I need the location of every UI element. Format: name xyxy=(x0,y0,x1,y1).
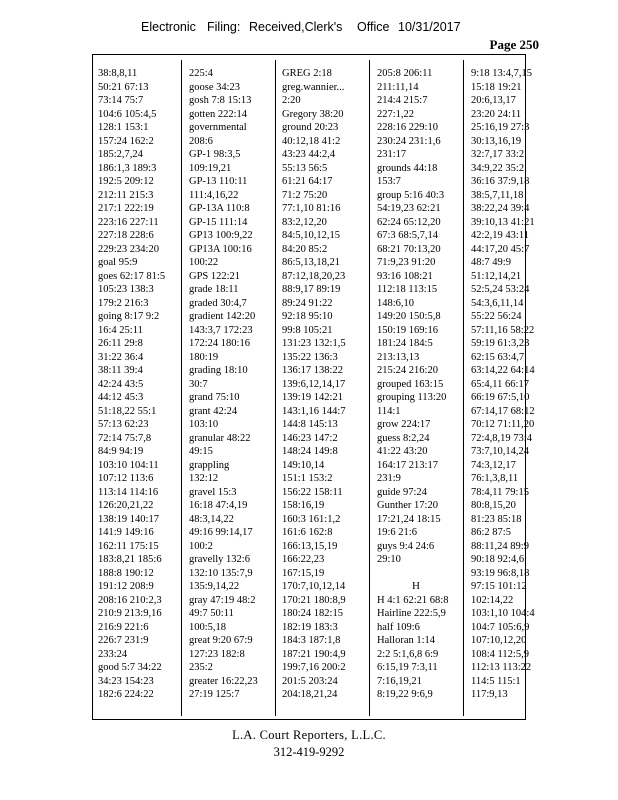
index-line: 204:18,21,24 xyxy=(282,689,338,700)
index-line: graded 30:4,7 xyxy=(189,297,247,309)
index-line: 42:2,19 43:11 xyxy=(471,230,529,241)
index-line: 83:2,12,20 xyxy=(282,216,327,228)
index-line: 112:13 113:22 xyxy=(471,662,532,673)
index-line: 19:6 21:6 xyxy=(377,527,417,538)
index-line: gray 47:19 48:2 xyxy=(189,594,256,606)
footer-phone: 312-419-9292 xyxy=(273,745,345,759)
index-line: 208:16 210:2,3 xyxy=(98,594,162,606)
index-line: gosh 7:8 15:13 xyxy=(189,95,252,106)
index-line: 188:8 190:12 xyxy=(98,567,154,579)
index-line: 26:11 29:8 xyxy=(98,338,143,349)
index-line: 185:2,7,24 xyxy=(98,149,143,160)
index-line: 186:1,3 189:3 xyxy=(98,162,157,174)
index-line: great 9:20 67:9 xyxy=(189,635,253,646)
index-line: 114:5 115:1 xyxy=(471,675,521,687)
index-line: GP13A 100:16 xyxy=(189,243,252,255)
index-line: 112:18 113:15 xyxy=(377,284,438,295)
index-line: 132:12 xyxy=(189,473,219,484)
index-line: 128:1 153:1 xyxy=(98,122,149,133)
index-line: 170:7,10,12,14 xyxy=(282,581,346,592)
index-line: 84:9 94:19 xyxy=(98,446,144,457)
index-line: 62:15 63:4,7 xyxy=(471,351,525,363)
index-line: 149:10,14 xyxy=(282,459,325,471)
index-column-5 xyxy=(466,60,535,716)
index-line: 187:21 190:4,9 xyxy=(282,648,346,660)
index-line: 226:7 231:9 xyxy=(98,635,149,646)
index-line: 84:20 85:2 xyxy=(282,243,328,255)
index-line: 135:9,14,22 xyxy=(189,581,240,592)
index-line: 235:2 xyxy=(189,662,213,673)
index-line: GP13 100:9,22 xyxy=(189,230,253,241)
column-divider xyxy=(275,60,276,716)
index-line: 38:11 39:4 xyxy=(98,365,143,376)
index-line: 225:4 xyxy=(189,68,213,79)
index-line: 182:6 224:22 xyxy=(98,689,154,700)
index-line: 51:18,22 55:1 xyxy=(98,405,157,417)
index-line: 16:4 25:11 xyxy=(98,324,143,336)
index-line: 166:22,23 xyxy=(282,554,325,565)
index-line: 59:19 61:3,23 xyxy=(471,338,530,349)
index-line: 49:7 50:11 xyxy=(189,608,234,619)
index-line: 172:24 180:16 xyxy=(189,338,250,349)
index-line: 48:7 49:9 xyxy=(471,257,511,268)
index-line: 92:18 95:10 xyxy=(282,311,333,322)
index-line: 48:3,14,22 xyxy=(189,513,234,525)
index-line: 199:7,16 200:2 xyxy=(282,662,346,673)
index-line: 72:14 75:7,8 xyxy=(98,432,152,444)
index-line: 66:19 67:5,10 xyxy=(471,392,530,403)
index-line: 108:4 112:5,9 xyxy=(471,648,529,660)
filing-electronic: Electronic xyxy=(141,20,196,34)
index-line: 42:24 43:5 xyxy=(98,378,144,390)
index-line: 23:20 24:11 xyxy=(471,108,522,120)
index-line: 205:8 206:11 xyxy=(377,68,433,79)
index-line: 81:23 85:18 xyxy=(471,513,522,525)
index-line: 208:6 xyxy=(189,135,213,147)
index-line: 102:14,22 xyxy=(471,594,514,606)
index-line: governmental xyxy=(189,122,247,133)
index-line: 104:6 105:4,5 xyxy=(98,108,157,120)
index-line: 139:19 142:21 xyxy=(282,392,343,403)
index-line: 32:7,17 33:2 xyxy=(471,149,525,160)
index-line: 2:20 xyxy=(282,95,301,106)
index-line: 36:16 37:9,18 xyxy=(471,176,530,187)
index-line: 144:8 145:13 xyxy=(282,419,338,430)
index-line: GP-13 110:11 xyxy=(189,176,248,187)
index-line: 20:6,13,17 xyxy=(471,95,516,106)
index-line: 15:18 19:21 xyxy=(471,81,522,93)
column-divider xyxy=(369,60,370,716)
index-line: 158:16,19 xyxy=(282,500,325,511)
index-line: gotten 222:14 xyxy=(189,108,248,120)
filing-label: Filing: xyxy=(207,20,241,34)
index-line: 38:22,24 39:4 xyxy=(471,203,530,214)
index-line: 86:2 87:5 xyxy=(471,527,511,538)
index-line: 192:5 209:12 xyxy=(98,176,154,187)
index-line: 44:12 45:3 xyxy=(98,392,144,403)
index-line: half 109:6 xyxy=(377,621,420,633)
index-line: H xyxy=(412,580,420,592)
index-line: 107:12 113:6 xyxy=(98,473,154,484)
index-line: 139:6,12,14,17 xyxy=(282,378,346,390)
index-line: gradient 142:20 xyxy=(189,311,256,322)
index-line: greater 16:22,23 xyxy=(189,675,258,687)
index-line: grade 18:11 xyxy=(189,284,239,295)
index-line: grouping 113:20 xyxy=(377,392,447,403)
index-line: 114:1 xyxy=(377,405,401,417)
index-line: Gunther 17:20 xyxy=(377,500,438,511)
index-line: 57:11,16 58:22 xyxy=(471,324,535,336)
index-line: 7:16,19,21 xyxy=(377,675,422,687)
index-line: 132:10 135:7,9 xyxy=(189,567,253,579)
index-line: 162:11 175:15 xyxy=(98,540,159,552)
page-number: Page 250 xyxy=(489,37,539,52)
index-line: 180:19 xyxy=(189,351,219,363)
index-line: 50:21 67:13 xyxy=(98,81,149,93)
index-line: 228:16 229:10 xyxy=(377,122,438,133)
filing-received: Received,Clerk's xyxy=(249,20,343,34)
index-line: good 5:7 34:22 xyxy=(98,662,162,673)
index-line: 150:19 169:16 xyxy=(377,324,438,336)
index-line: 148:24 149:8 xyxy=(282,446,338,457)
index-line xyxy=(377,567,460,581)
index-line: 55:13 56:5 xyxy=(282,162,328,174)
footer-reporter: L.A. Court Reporters, L.L.C. xyxy=(232,728,386,742)
index-line: 89:24 91:22 xyxy=(282,297,333,309)
index-line: 138:19 140:17 xyxy=(98,513,159,525)
index-line: 227:18 228:6 xyxy=(98,230,154,241)
index-line: 57:13 62:23 xyxy=(98,419,149,430)
index-line: 71:2 75:20 xyxy=(282,189,328,201)
index-line: 34:9,22 35:2 xyxy=(471,162,525,174)
index-line: GP-13A 110:8 xyxy=(189,203,250,214)
index-line: 184:3 187:1,8 xyxy=(282,635,341,646)
index-line: 31:22 36:4 xyxy=(98,351,144,363)
index-line: Hairline 222:5,9 xyxy=(377,608,446,619)
index-line: goose 34:23 xyxy=(189,81,241,93)
index-line: 148:6,10 xyxy=(377,297,415,309)
index-line: 180:24 182:15 xyxy=(282,608,343,619)
index-line: 233:24 xyxy=(98,648,128,660)
index-line: GREG 2:18 xyxy=(282,68,332,79)
filing-date: 10/31/2017 xyxy=(398,20,461,34)
index-line: 49:16 99:14,17 xyxy=(189,527,253,538)
index-line: 113:14 114:16 xyxy=(98,486,159,498)
index-line: granular 48:22 xyxy=(189,432,251,444)
index-table xyxy=(92,54,535,720)
index-line: 156:22 158:11 xyxy=(282,486,343,498)
index-line: 153:7 xyxy=(377,176,401,187)
index-line: 86:5,13,18,21 xyxy=(282,257,341,268)
index-line: 149:20 150:5,8 xyxy=(377,311,441,322)
index-line: GP-15 111:14 xyxy=(189,216,248,228)
index-line: 25:16,19 27:3 xyxy=(471,122,530,133)
index-line: H 4:1 62:21 68:8 xyxy=(377,594,449,606)
index-line: 214:4 215:7 xyxy=(377,95,428,106)
index-line: 126:20,21,22 xyxy=(98,500,154,511)
index-line: 111:4,16,22 xyxy=(189,189,239,201)
index-line: 99:8 105:21 xyxy=(282,324,333,336)
index-line: 38:5,7,11,18 xyxy=(471,189,524,201)
index-line: 146:23 147:2 xyxy=(282,432,338,444)
index-column-4 xyxy=(372,60,460,716)
index-line: 170:21 180:8,9 xyxy=(282,594,346,606)
index-line: 97:15 101:12 xyxy=(471,581,527,592)
index-line: 2:2 5:1,6,8 6:9 xyxy=(377,648,439,660)
index-line: guide 97:24 xyxy=(377,486,427,498)
index-line: ground 20:23 xyxy=(282,122,339,133)
index-line: 84:5,10,12,15 xyxy=(282,230,341,241)
index-line: 62:24 65:12,20 xyxy=(377,216,441,228)
index-line: 71:9,23 91:20 xyxy=(377,257,436,268)
index-line: 109:19,21 xyxy=(189,162,232,174)
index-line: 68:21 70:13,20 xyxy=(377,243,441,255)
index-line: grow 224:17 xyxy=(377,419,431,430)
index-line: 143:1,16 144:7 xyxy=(282,405,346,417)
index-line: 215:24 216:20 xyxy=(377,365,438,376)
index-line: greg.wannier... xyxy=(282,81,345,93)
index-line: 100:2 xyxy=(189,540,213,552)
index-line: grading 18:10 xyxy=(189,365,248,376)
index-line: 104:7 105:6,9 xyxy=(471,621,530,633)
index-line: 6:15,19 7:3,11 xyxy=(377,662,438,673)
index-line: 51:12,14,21 xyxy=(471,270,522,282)
index-line: 54:3,6,11,14 xyxy=(471,297,524,309)
index-line: 151:1 153:2 xyxy=(282,473,333,484)
index-line: GPS 122:21 xyxy=(189,270,241,282)
index-line: going 8:17 9:2 xyxy=(98,311,160,322)
index-line: 67:14,17 68:12 xyxy=(471,405,535,417)
index-line: gravel 15:3 xyxy=(189,486,237,498)
index-line: 44:17,20 45:7 xyxy=(471,243,530,255)
index-line: 88:9,17 89:19 xyxy=(282,284,341,295)
index-line: 90:18 92:4,6 xyxy=(471,554,525,565)
index-line: 143:3,7 172:23 xyxy=(189,324,253,336)
index-line: grounds 44:18 xyxy=(377,162,438,174)
index-line: 201:5 203:24 xyxy=(282,675,338,687)
index-line: 103:1,10 104:4 xyxy=(471,608,535,619)
index-line: grouped 163:15 xyxy=(377,378,444,390)
index-line: 70:12 71:11,20 xyxy=(471,419,535,430)
index-line: 212:11 215:3 xyxy=(98,189,154,201)
index-column-1 xyxy=(93,60,181,716)
index-line: 87:12,18,20,23 xyxy=(282,270,346,282)
index-line: 77:1,10 81:16 xyxy=(282,203,341,214)
index-line: GP-1 98:3,5 xyxy=(189,149,241,160)
index-line: 74:3,12,17 xyxy=(471,459,516,471)
column-divider xyxy=(463,60,464,716)
index-line: 179:2 216:3 xyxy=(98,297,149,309)
index-line: guess 8:2,24 xyxy=(377,432,430,444)
index-line: 49:15 xyxy=(189,446,213,457)
index-line: 80:8,15,20 xyxy=(471,500,516,511)
index-line: 16:18 47:4,19 xyxy=(189,500,248,511)
index-column-2 xyxy=(184,60,272,716)
index-line: 34:23 154:23 xyxy=(98,675,154,687)
index-line: 161:6 162:8 xyxy=(282,527,333,538)
index-line: 100:5,18 xyxy=(189,621,227,633)
index-line: 231:9 xyxy=(377,473,401,484)
index-line: 65:4,11 66:17 xyxy=(471,378,529,390)
index-line: grant 42:24 xyxy=(189,405,238,417)
index-line: 30:7 xyxy=(189,378,208,390)
column-divider xyxy=(181,60,182,716)
index-line: 78:4,11 79:15 xyxy=(471,486,529,498)
index-line: grappling xyxy=(189,459,230,471)
index-line: 217:1 222:19 xyxy=(98,203,154,214)
index-line: 41:22 43:20 xyxy=(377,446,428,457)
index-line: 73:7,10,14,24 xyxy=(471,446,530,457)
index-line: 160:3 161:1,2 xyxy=(282,513,341,525)
index-line: 27:19 125:7 xyxy=(189,689,240,700)
index-line: 182:19 183:3 xyxy=(282,621,338,633)
index-line: 93:19 96:8,18 xyxy=(471,567,530,579)
index-line: 164:17 213:17 xyxy=(377,459,438,471)
index-line: goal 95:9 xyxy=(98,257,138,268)
filing-office: Office xyxy=(357,20,390,34)
index-line: 8:19,22 9:6,9 xyxy=(377,689,433,700)
index-line: 230:24 231:1,6 xyxy=(377,135,441,147)
index-line: 131:23 132:1,5 xyxy=(282,338,346,349)
index-line: 93:16 108:21 xyxy=(377,270,433,282)
index-line: 223:16 227:11 xyxy=(98,216,159,228)
index-line: 211:11,14 xyxy=(377,81,419,93)
index-line: 167:15,19 xyxy=(282,567,325,579)
index-line: 73:14 75:7 xyxy=(98,95,144,106)
index-line: 63:14,22 64:14 xyxy=(471,365,535,376)
index-line: 117:9,13 xyxy=(471,689,508,700)
index-line: 227:1,22 xyxy=(377,108,415,120)
index-line: 213:13,13 xyxy=(377,351,420,363)
index-line: 229:23 234:20 xyxy=(98,243,159,255)
index-line: 61:21 64:17 xyxy=(282,176,333,187)
index-line: 231:17 xyxy=(377,149,407,160)
index-line: 210:9 213:9,16 xyxy=(98,608,162,619)
index-line: 103:10 104:11 xyxy=(98,459,159,471)
index-line: 127:23 182:8 xyxy=(189,648,245,660)
index-line: 135:22 136:3 xyxy=(282,351,338,363)
index-line: 183:8,21 185:6 xyxy=(98,554,162,565)
index-line: 191:12 208:9 xyxy=(98,581,154,592)
index-line: 17:21,24 18:15 xyxy=(377,513,441,525)
index-line: 52:5,24 53:24 xyxy=(471,284,530,295)
index-line: 141:9 149:16 xyxy=(98,527,154,538)
index-line: 216:9 221:6 xyxy=(98,621,149,633)
index-line: 30:13,16,19 xyxy=(471,135,522,147)
index-line: 166:13,15,19 xyxy=(282,540,338,552)
index-line: 157:24 162:2 xyxy=(98,135,154,147)
index-line: 103:10 xyxy=(189,419,219,430)
index-line: 54:19,23 62:21 xyxy=(377,203,441,214)
index-line: 29:10 xyxy=(377,554,401,565)
index-line: 181:24 184:5 xyxy=(377,338,433,349)
index-line: 100:22 xyxy=(189,257,219,268)
index-line: goes 62:17 81:5 xyxy=(98,270,166,282)
index-line: 105:23 138:3 xyxy=(98,284,154,295)
index-line: group 5:16 40:3 xyxy=(377,189,445,201)
index-line: Halloran 1:14 xyxy=(377,635,436,646)
index-line: grand 75:10 xyxy=(189,392,240,403)
index-line: 67:3 68:5,7,14 xyxy=(377,230,438,241)
index-line: guys 9:4 24:6 xyxy=(377,540,435,552)
index-line: 72:4,8,19 73:4 xyxy=(471,432,532,444)
index-line: 76:1,3,8,11 xyxy=(471,473,519,484)
index-line: Gregory 38:20 xyxy=(282,108,344,120)
index-line: 55:22 56:24 xyxy=(471,311,522,322)
index-line: 38:8,8,11 xyxy=(98,68,138,79)
index-line: 88:11,24 89:9 xyxy=(471,540,529,552)
index-line: 40:12,18 41:2 xyxy=(282,135,341,147)
index-line: 136:17 138:22 xyxy=(282,365,343,376)
index-line: 43:23 44:2,4 xyxy=(282,149,336,160)
index-line: 107:10,12,20 xyxy=(471,635,527,646)
index-line: gravelly 132:6 xyxy=(189,554,250,565)
index-line: 9:18 13:4,7,15 xyxy=(471,68,532,79)
index-line: 39:10,13 41:21 xyxy=(471,216,535,228)
index-column-3 xyxy=(277,60,366,716)
filing-header xyxy=(0,20,618,36)
